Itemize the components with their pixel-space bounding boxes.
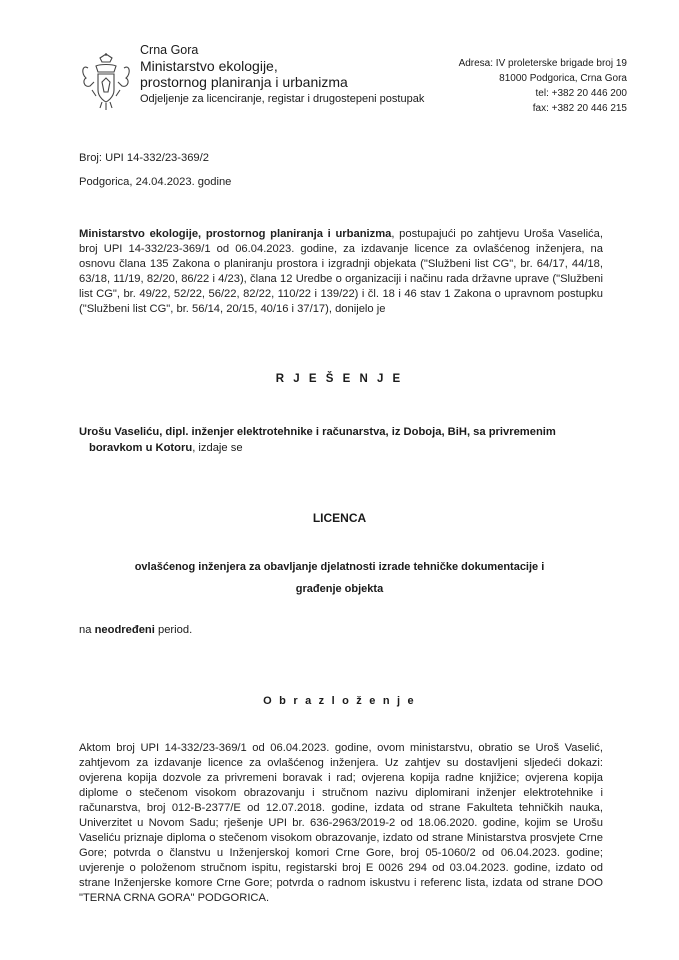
recipient-line-1: Urošu Vaseliću, dipl. inženjer elektrotehnike i računarstva, iz Doboja, BiH, sa privremenim (79, 426, 556, 438)
licence-subtitle-line-2: građenje objekta (295, 583, 384, 595)
period-suffix: period. (154, 624, 193, 636)
licence-period (79, 624, 192, 636)
intro-paragraph (79, 227, 603, 317)
department-name: Odjeljenje za licenciranje, registar i drugostepeni postupak (140, 93, 425, 105)
country-name: Crna Gora (140, 43, 199, 57)
decision-heading: R J E Š E N J E (275, 373, 404, 385)
fax-number: fax: +382 20 446 215 (532, 103, 627, 114)
licence-heading: LICENCA (312, 511, 367, 525)
place-and-date: Podgorica, 24.04.2023. godine (79, 176, 232, 188)
ministry-name-line-1: Ministarstvo ekologije, (140, 58, 278, 74)
recipient-line-2-rest: , izdaje se (192, 442, 243, 454)
intro-text: , postupajući po zahtjevu Uroša Vaselića, broj UPI 14-332/23-369/1 od 06.04.2023. godine, za izdavanje licence za ovlašćenog inženjera, na osnovu člana 135 Zakona o planiranju prostora i izgradnji objekata ("Službeni list CG", br. 64/17, 44/18, 63/18, 11/19, 82/20, 86/22 i 4/23), člana 12 Uredbe o organizaciji i načinu rada državne uprave ("Službeni list CG", br. 49/22, 52/22, 56/22, 82/22, 110/22 i 139/22) i čl. 18 i 46 stav 1 Zakona o upravnom postupku ("Službeni list CG", br. 56/14, 20/15, 40/16 i 37/17), donijelo je (79, 228, 603, 315)
letterhead (0, 0, 679, 120)
coat-of-arms-icon (78, 52, 134, 112)
recipient-line-2: boravkom u Kotoru (89, 442, 193, 454)
licence-subtitle-line-1: ovlašćenog inženjera za obavljanje djelatnosti izrade tehničke dokumentacije i (134, 561, 545, 573)
period-prefix: na (79, 624, 95, 636)
ministry-name-line-2: prostornog planiranja i urbanizma (140, 74, 348, 90)
address-block (387, 56, 627, 116)
phone-number: tel: +382 20 446 200 (535, 88, 627, 99)
period-value: neodređeni (94, 624, 155, 636)
address-city: 81000 Podgorica, Crna Gora (499, 73, 627, 84)
reasoning-heading: O b r a z l o ž e n j e (263, 695, 416, 707)
address-street: Adresa: IV proleterske brigade broj 19 (458, 58, 627, 69)
reasoning-paragraph: Aktom broj UPI 14-332/23-369/1 od 06.04.2023. godine, ovom ministarstvu, obratio se Uroš Vaselić, zahtjevom za izdavanje licence za ovlašćenog inženjera. Uz zahtjev su dostavljeni sljedeći dokazi: ovjerena kopija dozvole za privremeni boravak i rad; ovjerena kopija radne knjižice; ovjerena kopija diplome o stečenom visokom obrazovanju i stručnom nazivu diplomirani inženjer elektrotehnike i računarstva, broj 012-B-2377/E od 12.07.2018. godine, izdata od strane Fakulteta tehničkih nauka, Univerzitet u Novom Sadu; rješenje UPI br. 636-2963/2019-2 od 18.06.2020. godine, kojim se Urošu Vaseliću priznaje diploma o stečenom visokom obrazovanje, izdato od strane Ministarstva prosvjete Crne Gore; potvrda o članstvu u Inženjerskoj komori Crne Gore, broj 05-1060/2 od 06.04.2023. godine; uvjerenje o položenom stručnom ispitu, registarski broj E 0026 294 od 03.04.2023. godine, izdato od strane Inženjerske komore Crne Gore; potvrda o radnom iskustvu i referenc lista, izdata od strane DOO "TERNA CRNA GORA" PODGORICA. (79, 742, 603, 904)
document-number: Broj: UPI 14-332/23-369/2 (79, 152, 209, 164)
authority-name: Ministarstvo ekologije, prostornog planiranja i urbanizma (79, 228, 392, 240)
ministry-name-block (140, 42, 424, 107)
recipient-paragraph (79, 424, 603, 456)
